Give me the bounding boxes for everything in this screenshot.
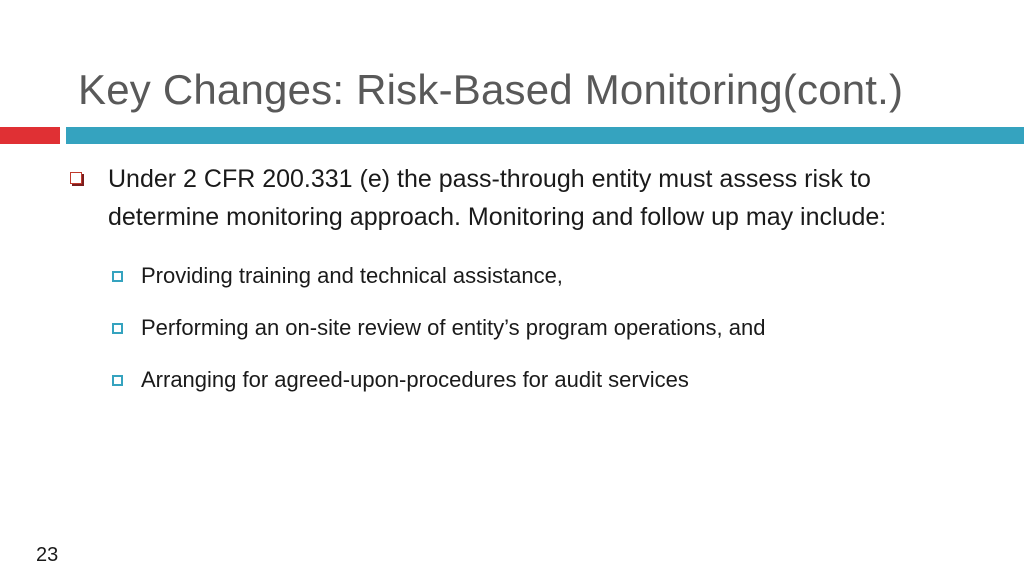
sub-bullet-item (112, 354, 990, 406)
sub-bullet-item (112, 250, 990, 302)
sub-bullet-text: Providing training and technical assistance, (141, 263, 563, 288)
accent-bar-blue (66, 127, 1024, 144)
square-bullet-icon (112, 375, 123, 386)
slide-title: Key Changes: Risk-Based Monitoring(cont.) (78, 66, 904, 113)
sub-bullet-text: Arranging for agreed-upon-procedures for audit services (141, 367, 689, 392)
accent-bar-red (0, 127, 60, 144)
slide-content (70, 160, 990, 406)
sub-bullet-list (112, 250, 990, 406)
square-bullet-icon (112, 323, 123, 334)
main-bullet-text: Under 2 CFR 200.331 (e) the pass-through entity must assess risk to determine monitoring approach. Monitoring and follow up may include: (108, 165, 887, 231)
square-bullet-icon (70, 172, 82, 184)
page-number: 23 (36, 544, 59, 566)
main-bullet-item (70, 160, 990, 236)
square-bullet-icon (112, 271, 123, 282)
sub-bullet-text: Performing an on-site review of entity’s program operations, and (141, 315, 766, 340)
sub-bullet-item (112, 302, 990, 354)
